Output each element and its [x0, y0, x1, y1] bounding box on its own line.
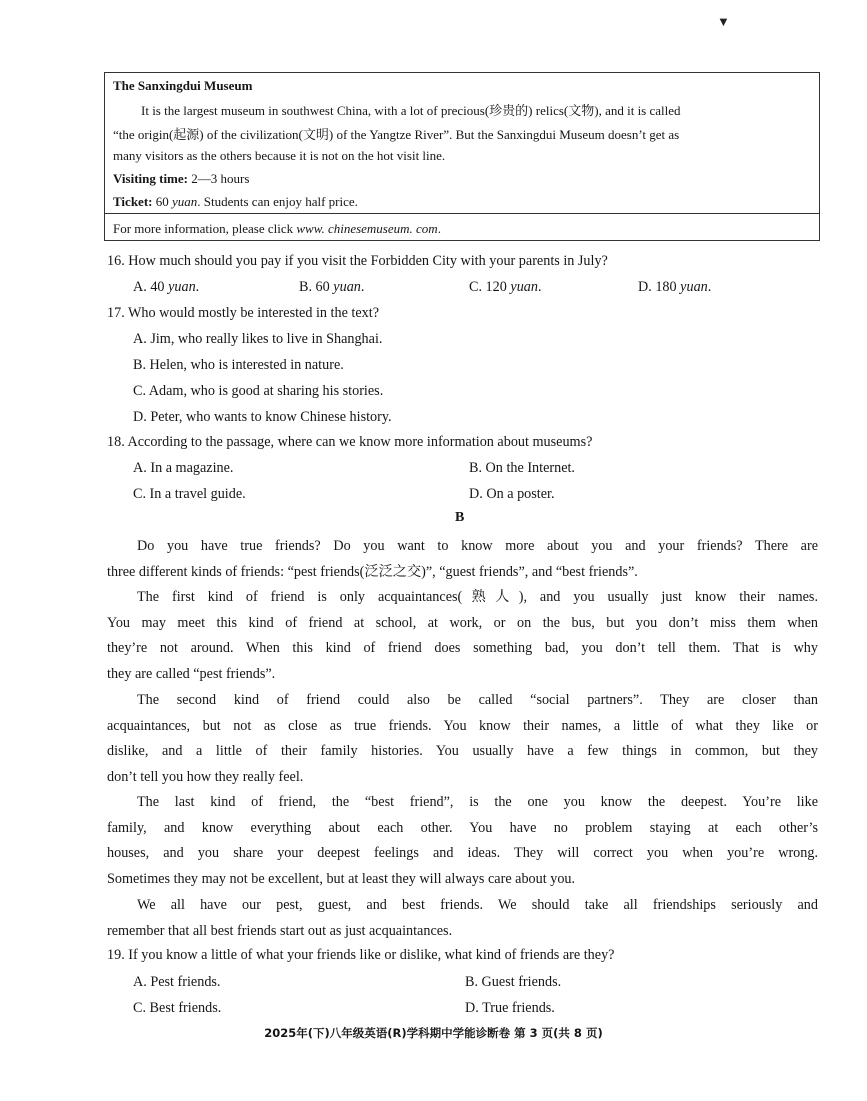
question-18-option-b[interactable]: B. On the Internet. [469, 460, 575, 476]
question-18-option-d[interactable]: D. On a poster. [469, 486, 555, 502]
section-b-heading: B [455, 510, 465, 525]
passage-line: family, and know everything about each other. You have no problem staying at each other’s [107, 819, 818, 836]
ticket-rest: . Students can enjoy half price. [197, 194, 358, 209]
question-16-option-c[interactable]: C. 120 yuan. [469, 279, 542, 295]
passage-b-paragraph-2 [107, 585, 818, 687]
ticket-info [113, 194, 358, 210]
passage-line: Do you have true friends? Do you want to know more about you and your friends? There are [137, 538, 818, 554]
question-18-stem: 18. According to the passage, where can we know more information about museums? [107, 434, 593, 450]
question-16-option-b[interactable]: B. 60 yuan. [299, 279, 365, 295]
passage-b-paragraph-5 [107, 893, 818, 944]
more-info-prefix: For more information, please click [113, 221, 297, 236]
passage-b-paragraph-3 [107, 688, 818, 790]
museum-para-line: many visitors as the others because it is not on the hot visit line. [113, 148, 446, 163]
passage-line: The last kind of friend, the “best friend”, is the one you know the deepest. You’re like [137, 794, 818, 810]
passage-b-paragraph-4 [107, 790, 818, 892]
question-16-stem: 16. How much should you pay if you visit the Forbidden City with your parents in July? [107, 253, 608, 269]
visiting-time [113, 171, 249, 187]
passage-line: The first kind of friend is only acquaintances(熟人), and you usually just know their names. [137, 589, 818, 605]
passage-line: dislike, and a little of their family histories. You usually have a few things in common, but they [107, 743, 818, 759]
question-19-option-a[interactable]: A. Pest friends. [133, 974, 221, 990]
more-info-suffix: . [437, 221, 441, 236]
passage-line: The second kind of friend could also be called “social partners”. They are closer than [137, 692, 818, 708]
question-17-option-d[interactable]: D. Peter, who wants to know Chinese history. [133, 409, 392, 425]
passage-line: don’t tell you how they really feel. [107, 768, 304, 785]
question-19-stem: 19. If you know a little of what your friends like or dislike, what kind of friends are they? [107, 947, 615, 963]
ticket-amount: 60 [155, 194, 169, 209]
museum-para-line: “the origin(起源) of the civilization(文明) of the Yangtze River”. But the Sanxingdui Museum doesn’t get as [113, 127, 680, 142]
question-19-option-c[interactable]: C. Best friends. [133, 1000, 222, 1016]
corner-mark: ▼ [717, 14, 730, 29]
passage-line: We all have our pest, guest, and best friends. We should take all friendships seriously and [137, 897, 818, 913]
more-info-link[interactable]: www. chinesemuseum. com [296, 221, 438, 236]
museum-info-box [104, 72, 820, 241]
passage-line: Sometimes they may not be excellent, but at least they will always care about you. [107, 870, 576, 887]
ticket-unit: yuan [171, 194, 198, 209]
museum-info-body [105, 73, 819, 214]
passage-b-paragraph-1 [107, 534, 818, 585]
question-17-option-c[interactable]: C. Adam, who is good at sharing his stories. [133, 383, 384, 399]
passage-line: they are called “pest friends”. [107, 665, 276, 682]
more-info [113, 221, 441, 237]
passage-line: You may meet this kind of friend at school, at work, or on the bus, but you don’t miss them when [107, 614, 818, 631]
passage-line: they’re not around. When this kind of friend does something bad, you don’t tell them. That is why [107, 640, 818, 656]
museum-para-line: It is the largest museum in southwest China, with a lot of precious(珍贵的) relics(文物), and it is called [141, 103, 681, 118]
question-17-stem: 17. Who would mostly be interested in the text? [107, 305, 380, 321]
question-18-option-a[interactable]: A. In a magazine. [133, 460, 234, 476]
question-19-option-b[interactable]: B. Guest friends. [465, 974, 562, 990]
question-18-option-c[interactable]: C. In a travel guide. [133, 486, 246, 502]
passage-line: houses, and you share your deepest feelings and ideas. They will correct you when you’re wrong. [107, 845, 818, 861]
question-17-option-a[interactable]: A. Jim, who really likes to live in Shanghai. [133, 331, 383, 347]
page-footer: 2025年(下)八年级英语(R)学科期中学能诊断卷 第 3 页(共 8 页) [264, 1026, 603, 1040]
question-16-option-a[interactable]: A. 40 yuan. [133, 279, 200, 295]
question-17-option-b[interactable]: B. Helen, who is interested in nature. [133, 357, 344, 373]
visiting-time-value: 2—3 hours [191, 171, 250, 186]
visiting-time-label: Visiting time: [113, 171, 188, 186]
question-19-option-d[interactable]: D. True friends. [465, 1000, 555, 1016]
passage-line: remember that all best friends start out as just acquaintances. [107, 922, 453, 939]
ticket-label: Ticket: [113, 194, 153, 209]
passage-line: acquaintances, but not as close as true friends. You know their names, a little of what they like or [107, 717, 818, 734]
museum-title: The Sanxingdui Museum [113, 78, 253, 93]
question-16-option-d[interactable]: D. 180 yuan. [638, 279, 712, 295]
passage-line: three different kinds of friends: “pest friends(泛泛之交)”, “guest friends”, and “best friends”. [107, 563, 638, 580]
